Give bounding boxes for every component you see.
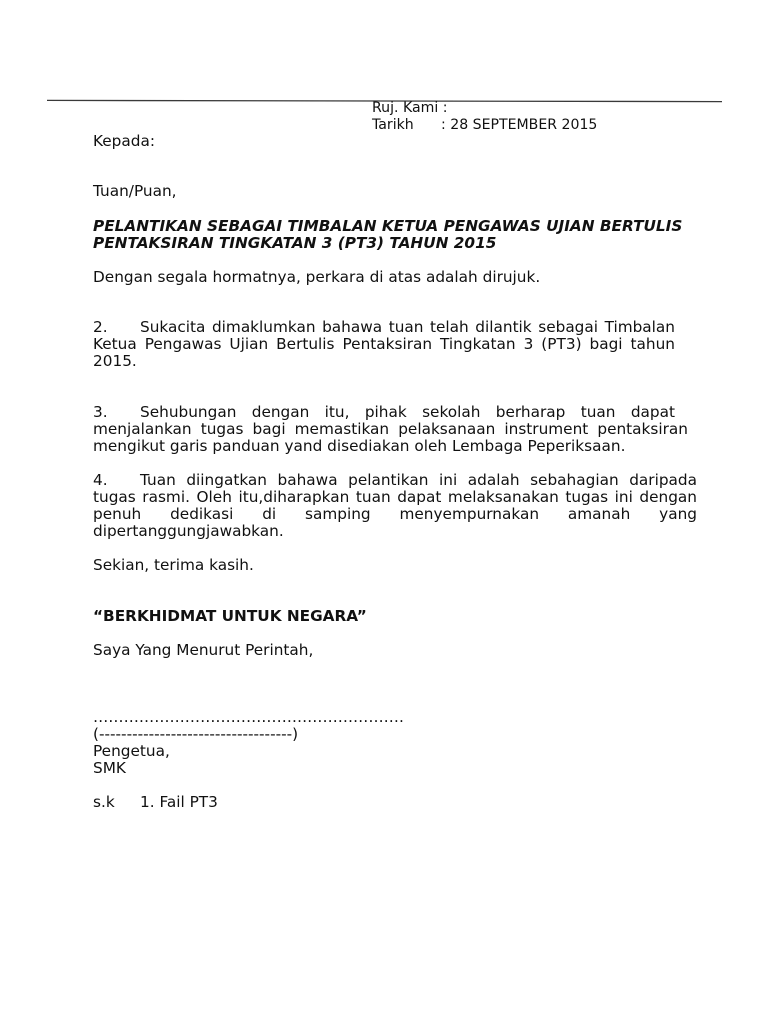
signatory-name-placeholder: (-----------------------------------) <box>93 725 299 743</box>
paragraph-line: menjalankan tugas bagi memastikan pelaksanaan instrument pentaksiran <box>93 420 688 438</box>
closing-sentence: Sekian, terima kasih. <box>93 556 254 574</box>
copy-to-line <box>93 794 218 811</box>
paragraph-number: 3. <box>93 403 108 421</box>
reference-label: Ruj. Kami : <box>372 100 448 116</box>
paragraph-line <box>93 319 675 336</box>
school-name: SMK <box>93 759 126 777</box>
paragraph-number: 2. <box>93 318 108 336</box>
opening-sentence: Dengan segala hormatnya, perkara di atas adalah dirujuk. <box>93 268 541 286</box>
paragraph-line-text: Tuan diingatkan bahawa pelantikan ini adalah sebahagian daripada <box>140 471 697 489</box>
paragraph-number: 4. <box>93 471 108 489</box>
paragraph-line: Ketua Pengawas Ujian Bertulis Pentaksiran Tingkatan 3 (PT3) bagi tahun <box>93 335 675 353</box>
paragraph-line: tugas rasmi. Oleh itu,diharapkan tuan dapat melaksanakan tugas ini dengan <box>93 488 697 506</box>
signatory-position: Pengetua, <box>93 742 170 760</box>
paragraph-line: mengikut garis panduan yand disediakan oleh Lembaga Peperiksaan. <box>93 437 626 455</box>
paragraph-line-text: Sukacita dimaklumkan bahawa tuan telah dilantik sebagai Timbalan <box>140 318 675 336</box>
subject-line: PENTAKSIRAN TINGKATAN 3 (PT3) TAHUN 2015 <box>93 234 497 252</box>
subject-line: PELANTIKAN SEBAGAI TIMBALAN KETUA PENGAWAS UJIAN BERTULIS <box>93 217 683 235</box>
salutation: Tuan/Puan, <box>93 182 177 200</box>
date-label: Tarikh <box>372 117 414 133</box>
reference-line <box>372 100 447 117</box>
date-value: : 28 SEPTEMBER 2015 <box>441 117 598 133</box>
paragraph-line: 2015. <box>93 352 137 370</box>
paragraph-line <box>93 472 697 489</box>
paragraph-line <box>93 404 675 421</box>
copy-to-item: 1. Fail PT3 <box>140 793 218 811</box>
signature-dotted-line: ……………………………………………………. <box>93 708 404 726</box>
paragraph-line: penuh dedikasi di samping menyempurnakan amanah yang <box>93 505 697 523</box>
paragraph-line: dipertanggungjawabkan. <box>93 522 284 540</box>
sign-off: Saya Yang Menurut Perintah, <box>93 641 314 659</box>
paragraph-line-text: Sehubungan dengan itu, pihak sekolah berharap tuan dapat <box>140 403 675 421</box>
motto: “BERKHIDMAT UNTUK NEGARA” <box>93 607 367 625</box>
recipient-label: Kepada: <box>93 132 156 150</box>
date-line <box>372 117 597 134</box>
copy-to-label: s.k <box>93 793 115 811</box>
